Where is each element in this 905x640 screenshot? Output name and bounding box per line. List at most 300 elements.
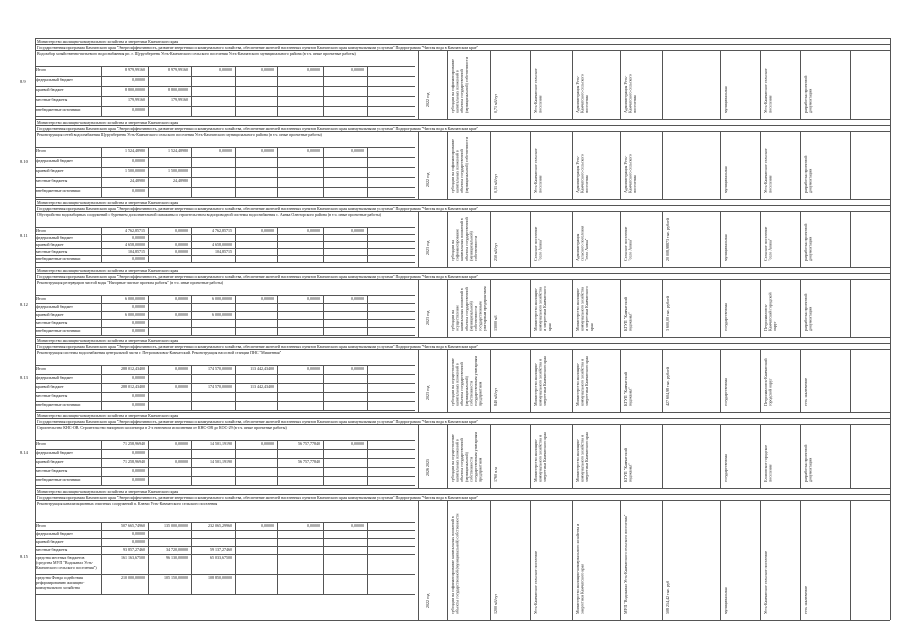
budget-row-label: средства местных бюджетов (средства МУП "Водоканал Усть-Камчатского сельского поселения") (36, 555, 97, 570)
table-rule (572, 211, 573, 267)
detail-cell: Администрация Усть-Камчатского сельского поселения (575, 74, 590, 113)
table-rule (620, 349, 621, 412)
budget-value: 6 000,00000 (125, 296, 145, 301)
budget-value: 4 658,00000 (125, 242, 145, 247)
budget-value: 104,85715 (128, 249, 145, 254)
table-rule (191, 295, 192, 335)
table-rule (800, 131, 801, 199)
budget-row-label: местные бюджеты (36, 468, 68, 473)
budget-value: 8 800,00000 (125, 87, 145, 92)
section-block (0, 412, 905, 488)
budget-row-label: внебюджетные источники (36, 328, 81, 333)
budget-value: 0,00000 (132, 531, 145, 536)
table-rule (447, 131, 448, 199)
table-rule (662, 131, 663, 199)
budget-value: 105 150,00000 (164, 575, 188, 580)
ministry-label: Министерство жилищно-коммунального хозяйства и энергетики Камчатского края (37, 119, 179, 125)
detail-cell: Министерство жилищно-коммунального хозяйства и энергетики Камчатского края (575, 432, 590, 482)
detail-cell: есть заключение (803, 377, 808, 406)
budget-value: 0,00000 (175, 249, 188, 254)
table-rule (323, 66, 324, 116)
table-rule (490, 424, 491, 488)
budget-value: 0,00000 (261, 523, 274, 528)
budget-value: 0,00000 (219, 148, 232, 153)
program-label: Государственная программа Камчатского края "Энергоэффективность, развитие энергетики и коммунального хозяйства, обеспечение жителей населенных пунктов Камчатского края коммунальными услугами" Подпрограмма "Чистая вода в Камчатском крае" (37, 44, 479, 50)
table-rule (800, 424, 801, 488)
table-rule (850, 50, 851, 119)
budget-value: 0,00000 (261, 296, 274, 301)
budget-value: 0,00000 (132, 393, 145, 398)
budget-value: 0,00000 (175, 366, 188, 371)
table-rule (620, 131, 621, 199)
program-label: Государственная программа Камчатского края "Энергоэффективность, развитие энергетики и коммунального хозяйства, обеспечение жителей населенных пунктов Камчатского края коммунальными услугами" Подпрограмма "Чистая вода в Камчатском крае" (37, 205, 479, 211)
table-rule (191, 522, 192, 594)
detail-cell: Администрация Усть-Камчатского сельского поселения (575, 154, 590, 193)
table-rule (890, 119, 891, 199)
detail-cell: есть заключение (803, 585, 808, 614)
table-rule (720, 424, 721, 488)
budget-value: 0,00000 (132, 320, 145, 325)
table-rule (662, 349, 663, 412)
budget-value: 0,00000 (132, 256, 145, 261)
table-rule (530, 131, 531, 199)
budget-value: 104,85715 (215, 249, 232, 254)
table-rule (101, 147, 102, 197)
ministry-label: Министерство жилищно-коммунального хозяйства и энергетики Камчатского края (37, 488, 179, 494)
detail-cell: Усть-Камчатское сельское поселение (763, 148, 773, 193)
budget-value: 0,00000 (261, 67, 274, 72)
budget-row-label: федеральный бюджет (36, 235, 73, 240)
detail-cell: 1760 п.м (493, 467, 498, 482)
budget-value: 0,00000 (132, 477, 145, 482)
table-rule (323, 440, 324, 485)
detail-cell: субсидии на осуществление капитальных вложений в объекты государственной (муниципальной) собственности государственным унитарным предприятиям (450, 286, 488, 331)
table-rule (367, 295, 368, 335)
table-rule (447, 349, 448, 412)
budget-row-label: Итого (36, 67, 47, 72)
table-rule (760, 279, 761, 337)
table-rule (890, 267, 891, 337)
detail-cell: Усть-Камчатское сельское поселение (763, 550, 768, 614)
table-rule (101, 295, 102, 335)
object-name: Реконструкция канализационных очистных сооружений п. Ключи Усть-Камчатского сельского поселения (37, 501, 218, 506)
detail-cell: МУП "Водоканал Усть-Камчатского сельского поселения" (623, 514, 628, 614)
budget-value: 0,00000 (351, 228, 364, 233)
budget-row-label: краевой бюджет (36, 312, 64, 317)
table-rule (572, 424, 573, 488)
table-rule (720, 349, 721, 412)
table-rule (760, 349, 761, 412)
budget-value: 1 500,00000 (168, 168, 188, 173)
table-rule (235, 295, 236, 335)
detail-cell: муниципальная (723, 587, 728, 614)
detail-cell: разработка проектной документации (803, 223, 813, 261)
budget-value: 8 979,99160 (168, 67, 188, 72)
detail-cell: субсидии на осуществление капитальных вложений в объекты государственной (муниципальной) собственности государственным унитарным предприятиям (450, 356, 483, 406)
table-rule (850, 131, 851, 199)
budget-value: 0,00000 (175, 441, 188, 446)
table-rule (277, 227, 278, 262)
table-rule (235, 227, 236, 262)
detail-cell: Усть-Камчатское сельское поселение (763, 68, 773, 113)
table-rule (101, 522, 102, 594)
table-rule (662, 50, 663, 119)
table-rule (720, 279, 721, 337)
table-rule (662, 279, 663, 337)
budget-row-label: внебюджетные источники (36, 477, 81, 482)
table-rule (890, 412, 891, 488)
budget-value: 179,99160 (128, 97, 145, 102)
budget-row-label: местные бюджеты (36, 393, 68, 398)
budget-value: 8 979,99160 (125, 67, 145, 72)
table-rule (277, 295, 278, 335)
budget-row-label: Итого (36, 523, 47, 528)
budget-value: 0,00000 (175, 312, 188, 317)
budget-value: 113 442,43400 (250, 366, 274, 371)
table-rule (35, 262, 415, 263)
budget-value: 14 501,19190 (210, 459, 232, 464)
budget-value: 0,00000 (307, 523, 320, 528)
table-rule (800, 349, 801, 412)
detail-cell (666, 430, 692, 482)
detail-cell: Петропавловск-Камчатский городской округ (763, 358, 773, 406)
detail-cell: КГУП "Камчатский водоканал" (623, 297, 633, 331)
detail-cell: 840 м3/сут (493, 387, 498, 406)
detail-cell: Усть-Камчатское сельское поселение (533, 148, 543, 193)
budget-value: 0,00000 (132, 158, 145, 163)
budget-value: 135 000,00000 (164, 523, 188, 528)
budget-value: 96 130,00000 (166, 555, 188, 560)
table-rule (447, 211, 448, 267)
section-block (0, 119, 905, 199)
table-rule (572, 50, 573, 119)
budget-value: 1 524,48980 (125, 148, 145, 153)
detail-cell: разработка проектной документации (803, 444, 813, 482)
budget-value: 0,00000 (351, 441, 364, 446)
object-name: Реконструкция сетей водоснабжения Щурупбергенк Усть-Камчатского сельского поселения Усть-Камчатского муниципального района (в т.ч. иные проектные работы) (37, 132, 322, 137)
table-rule (235, 522, 236, 594)
row-number: 8.14 (20, 450, 28, 455)
budget-row-label: краевой бюджет (36, 87, 64, 92)
budget-value: 0,00000 (132, 107, 145, 112)
budget-value: 0,00000 (351, 523, 364, 528)
table-rule (800, 50, 801, 119)
table-rule (490, 279, 491, 337)
budget-value: 0,00000 (351, 296, 364, 301)
budget-value: 71 258,96940 (123, 459, 145, 464)
detail-cell: 0,31 м3/сут (493, 173, 498, 193)
detail-cell: Министерство жилищно-коммунального хозяйства и энергетики Камчатского края (575, 356, 590, 406)
budget-value: 59 137,27460 (210, 547, 232, 552)
budget-value: 108 850,00000 (208, 575, 232, 580)
table-rule (760, 50, 761, 119)
budget-value: 0,00000 (351, 148, 364, 153)
table-rule (35, 197, 415, 198)
budget-row-label: Итого (36, 148, 47, 153)
budget-value: 288 012,43400 (121, 366, 145, 371)
budget-value: 56 757,77840 (298, 441, 320, 446)
table-rule (720, 500, 721, 620)
table-rule (760, 424, 761, 488)
detail-cell: разработка проектной документации (803, 75, 813, 113)
detail-cell: Министерство жилищно-коммунального хозяйства и энергетики Камчатского края (533, 356, 548, 406)
budget-value: 6 000,00000 (212, 296, 232, 301)
table-rule (418, 349, 419, 412)
detail-cell: Министерство жилищно-коммунального хозяйства и энергетики Камчатского края (533, 286, 552, 331)
table-rule (572, 131, 573, 199)
detail-cell: субсидии на осуществление капитальных вложений в объекты государственной (муниципальной) собственности государственным унитарным предприятиям (450, 432, 483, 482)
detail-cell: Сельское поселение "село Аянка" (533, 226, 543, 261)
table-rule (620, 500, 621, 620)
table-rule (418, 424, 419, 488)
table-rule (148, 227, 149, 262)
budget-value: 174 570,00000 (208, 366, 232, 371)
object-name: Реконструкция резервуаров чистой воды "Нагорные чистые проекты работы" (в т.ч. иные проектные работы) (37, 280, 224, 285)
budget-value: 0,00000 (175, 228, 188, 233)
table-rule (800, 211, 801, 267)
table-rule (662, 424, 663, 488)
budget-row-label: федеральный бюджет (36, 450, 73, 455)
row-number: 8.12 (20, 302, 28, 307)
detail-cell: Усть-Камчатское сельское поселение (533, 68, 543, 113)
detail-cell: 508 254,42 тыс. руб (665, 580, 670, 614)
table-rule (235, 147, 236, 197)
detail-cell: разработка проектной документации (803, 155, 813, 193)
table-rule (662, 500, 663, 620)
program-label: Государственная программа Камчатского края "Энергоэффективность, развитие энергетики и коммунального хозяйства, обеспечение жителей населенных пунктов Камчатского края коммунальными услугами" Подпрограмма "Чистая вода в Камчатском крае" (37, 125, 479, 131)
budget-value: 0,00000 (175, 242, 188, 247)
table-rule (277, 66, 278, 116)
detail-cell: 13000 м3 (493, 315, 498, 331)
detail-cell: 250 м3/сут (493, 242, 498, 261)
budget-value: 0,00000 (261, 148, 274, 153)
table-rule (323, 365, 324, 410)
table-rule (800, 500, 801, 620)
table-rule (572, 500, 573, 620)
budget-value: 24,48980 (130, 178, 145, 183)
detail-cell: субсидии на софинансирование капитальных вложений в объекты государственной (муниципальной) собственности (450, 217, 478, 261)
table-rule (277, 365, 278, 410)
table-rule (530, 279, 531, 337)
detail-cell: Министерство жилищно-коммунального хозяйства и энергетики Камчатского края (575, 523, 585, 614)
budget-value: 71 258,96940 (123, 441, 145, 446)
table-rule (447, 500, 448, 620)
budget-value: 24,48980 (173, 178, 188, 183)
table-rule (323, 147, 324, 197)
section-block (0, 38, 905, 119)
table-rule (447, 279, 448, 337)
budget-value: 0,00000 (175, 384, 188, 389)
table-rule (367, 66, 368, 116)
budget-value: 4 762,85715 (212, 228, 232, 233)
budget-value: 0,00000 (261, 228, 274, 233)
budget-value: 0,00000 (175, 296, 188, 301)
detail-cell: Петропавловск-Камчатский городской округ (763, 292, 778, 331)
detail-cell: 0,71 м3/сут (493, 93, 498, 113)
table-rule (191, 147, 192, 197)
detail-cell: КГУП "Камчатский водоканал" (623, 372, 633, 406)
budget-row-label: внебюджетные источники (36, 188, 81, 193)
ministry-label: Министерство жилищно-коммунального хозяйства и энергетики Камчатского края (37, 38, 179, 44)
table-rule (367, 440, 368, 485)
table-rule (572, 279, 573, 337)
detail-cell: субсидии на софинансирование капитальных вложений в объекты государственной (муниципальной) собственности (450, 137, 469, 193)
detail-cell (666, 137, 692, 193)
budget-row-label: Итого (36, 441, 47, 446)
table-rule (148, 440, 149, 485)
budget-value: 6 000,00000 (125, 312, 145, 317)
budget-value: 0,00000 (175, 459, 188, 464)
table-rule (323, 522, 324, 594)
budget-row-label: средства Фонда содействия реформированию жилищно-коммунального хозяйства (36, 575, 85, 590)
table-rule (890, 337, 891, 412)
budget-value: 0,00000 (351, 67, 364, 72)
table-rule (490, 349, 491, 412)
table-rule (720, 211, 721, 267)
budget-row-label: внебюджетные источники (36, 107, 81, 112)
detail-cell: муниципальная (723, 234, 728, 261)
table-rule (323, 227, 324, 262)
detail-cell: Администрация сельского поселения "село Аянка" (575, 225, 590, 261)
budget-row-label: краевой бюджет (36, 168, 64, 173)
table-rule (850, 349, 851, 412)
table-rule (35, 594, 415, 595)
table-rule (760, 500, 761, 620)
budget-value: 161 163,67500 (121, 555, 145, 560)
budget-row-label: местные бюджеты (36, 97, 68, 102)
table-rule (101, 66, 102, 116)
detail-cell: разработка проектной документации (803, 293, 813, 331)
detail-cell: субсидии на софинансирование капитальных вложений в объекты государственной (муниципальной) собственности (450, 513, 460, 614)
section-block (0, 199, 905, 267)
budget-value: 0,00000 (132, 468, 145, 473)
table-rule (447, 424, 448, 488)
table-rule (148, 147, 149, 197)
object-name: Реконструкция системы водоснабжения центральной части г. Петропавловск-Камчатский. Реконструкция насосной станции ПНС "Мишенная" (37, 350, 282, 355)
table-rule (662, 211, 663, 267)
detail-cell: Министерство жилищно-коммунального хозяйства и энергетики Камчатского края (575, 286, 594, 331)
budget-row-label: Итого (36, 296, 47, 301)
budget-row-label: внебюджетные источники (36, 402, 81, 407)
detail-cell: государственная (723, 454, 728, 482)
budget-value: 0,00000 (219, 67, 232, 72)
table-rule (850, 211, 851, 267)
table-rule (418, 131, 419, 199)
table-rule (890, 38, 891, 119)
table-rule (620, 424, 621, 488)
table-rule (850, 279, 851, 337)
table-rule (800, 279, 801, 337)
table-rule (191, 440, 192, 485)
program-label: Государственная программа Камчатского края "Энергоэффективность, развитие энергетики и коммунального хозяйства, обеспечение жителей населенных пунктов Камчатского края коммунальными услугами" Подпрограмма "Чистая вода в Камчатском крае" (37, 343, 479, 349)
budget-row-label: краевой бюджет (36, 242, 64, 247)
table-rule (720, 50, 721, 119)
budget-row-label: внебюджетные источники (36, 256, 81, 261)
section-block (0, 488, 905, 620)
budget-value: 4 762,85715 (125, 228, 145, 233)
detail-cell: Елизовское городское поселение (763, 444, 773, 482)
row-number: 8.9 (20, 79, 26, 84)
table-rule (148, 522, 149, 594)
budget-row-label: местные бюджеты (36, 547, 68, 552)
row-number: 8.11 (20, 233, 28, 238)
year-cell: 2023 год (425, 240, 430, 255)
detail-cell: Администрация Усть-Камчатского сельского поселения (623, 154, 638, 193)
budget-row-label: федеральный бюджет (36, 158, 73, 163)
budget-value: 1 500,00000 (125, 168, 145, 173)
table-rule (35, 620, 890, 621)
table-rule (235, 440, 236, 485)
ministry-label: Министерство жилищно-коммунального хозяйства и энергетики Камчатского края (37, 412, 179, 418)
program-label: Государственная программа Камчатского края "Энергоэффективность, развитие энергетики и коммунального хозяйства, обеспечение жителей населенных пунктов Камчатского края коммунальными услугами" Подпрограмма "Чистая вода в Камчатском крае" (37, 418, 479, 424)
table-rule (530, 424, 531, 488)
ministry-label: Министерство жилищно-коммунального хозяйства и энергетики Камчатского края (37, 267, 179, 273)
table-rule (35, 335, 415, 336)
budget-row-label: краевой бюджет (36, 459, 64, 464)
table-rule (101, 440, 102, 485)
table-rule (191, 66, 192, 116)
detail-cell: 20 008,98873 тыс. рублей (665, 218, 670, 261)
table-rule (890, 199, 891, 267)
year-cell: 2023 год (425, 310, 430, 325)
program-label: Государственная программа Камчатского края "Энергоэффективность, развитие энергетики и коммунального хозяйства, обеспечение жителей населенных пунктов Камчатского края коммунальными услугами" Подпрограмма "Чистая вода в Камчатском крае" (37, 494, 479, 500)
ministry-label: Министерство жилищно-коммунального хозяйства и энергетики Камчатского края (37, 199, 179, 205)
year-cell: 2023 год (425, 385, 430, 400)
table-rule (760, 131, 761, 199)
budget-row-label: федеральный бюджет (36, 531, 73, 536)
budget-value: 0,00000 (132, 539, 145, 544)
budget-row-label: местные бюджеты (36, 178, 68, 183)
budget-value: 65 033,67500 (210, 555, 232, 560)
table-rule (530, 500, 531, 620)
budget-value: 0,00000 (132, 328, 145, 333)
budget-value: 93 857,27460 (123, 547, 145, 552)
budget-value: 0,00000 (132, 375, 145, 380)
year-cell: 2022 год (425, 92, 430, 107)
table-rule (277, 147, 278, 197)
table-rule (447, 50, 448, 119)
program-label: Государственная программа Камчатского края "Энергоэффективность, развитие энергетики и коммунального хозяйства, обеспечение жителей населенных пунктов Камчатского края коммунальными услугами" Подпрограмма "Чистая вода в Камчатском крае" (37, 273, 479, 279)
detail-cell: Сельское поселение "село Аянка" (623, 226, 633, 261)
budget-value: 34 720,00000 (166, 547, 188, 552)
table-rule (760, 211, 761, 267)
table-rule (890, 488, 891, 620)
table-rule (367, 227, 368, 262)
table-rule (35, 116, 415, 117)
row-number: 8.10 (20, 159, 28, 164)
detail-cell: Сельское поселение "село Аянка" (763, 226, 773, 261)
budget-value: 4 658,00000 (212, 242, 232, 247)
table-rule (367, 522, 368, 594)
table-rule (367, 147, 368, 197)
budget-value: 0,00000 (307, 296, 320, 301)
budget-value: 179,99160 (171, 97, 188, 102)
budget-value: 0,00000 (307, 366, 320, 371)
budget-value: 174 570,00000 (208, 384, 232, 389)
detail-cell: муниципальная (723, 86, 728, 113)
table-rule (277, 440, 278, 485)
table-rule (720, 131, 721, 199)
budget-row-label: краевой бюджет (36, 384, 64, 389)
budget-value: 0,00000 (132, 402, 145, 407)
budget-value: 8 800,00000 (168, 87, 188, 92)
budget-value: 0,00000 (307, 228, 320, 233)
table-rule (235, 365, 236, 410)
table-rule (490, 131, 491, 199)
detail-cell: Усть-Камчатское сельское поселение (533, 550, 538, 614)
table-rule (530, 50, 531, 119)
object-name: Строительство КНС-ОВ. Строительство напорного коллектора в 2-х ниточном исполнении от КНС-ОВ до КОС-29 (в т.ч. иные проектные работы) (37, 425, 287, 430)
